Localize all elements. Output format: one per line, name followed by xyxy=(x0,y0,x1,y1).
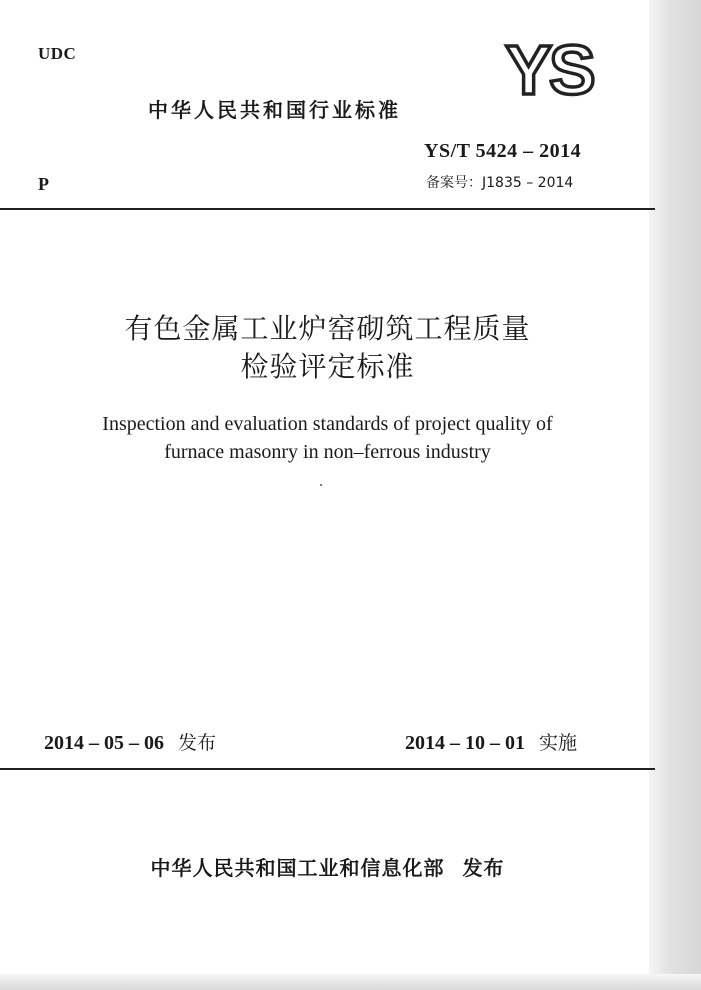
record-number: 备案号：J1835 – 2014 xyxy=(426,175,574,191)
issue-label: 发布 xyxy=(178,732,217,754)
english-title-line1: Inspection and evaluation standards of project quality of xyxy=(102,413,553,435)
publisher-block xyxy=(0,852,655,881)
implement-date-block xyxy=(405,728,577,755)
chinese-title-line1: 有色金属工业炉窑砌筑工程质量 xyxy=(124,312,531,345)
paper-speck xyxy=(320,484,322,486)
page-edge-shadow xyxy=(649,0,701,990)
standard-number: YS/T 5424 – 2014 xyxy=(424,140,582,162)
implement-date: 2014 – 10 – 01 xyxy=(405,732,525,754)
english-title-line2: furnace masonry in non–ferrous industry xyxy=(164,441,491,463)
english-title xyxy=(0,410,655,466)
udc-label: UDC xyxy=(38,44,77,63)
implement-label: 实施 xyxy=(539,732,578,754)
bottom-divider xyxy=(0,768,655,770)
issue-date: 2014 – 05 – 06 xyxy=(44,732,164,754)
chinese-title-line2: 检验评定标准 xyxy=(240,350,415,383)
ys-logo-text: YS xyxy=(505,38,593,100)
chinese-title xyxy=(0,310,655,386)
ys-logo-icon xyxy=(490,38,608,100)
issue-date-block xyxy=(44,728,216,755)
publisher-label: 发布 xyxy=(462,856,505,880)
standard-class: 中华人民共和国行业标准 xyxy=(148,98,401,122)
page-bottom-shadow xyxy=(0,974,701,990)
category-letter: P xyxy=(38,174,49,194)
top-divider xyxy=(0,208,655,210)
publisher-name: 中华人民共和国工业和信息化部 xyxy=(150,856,445,880)
